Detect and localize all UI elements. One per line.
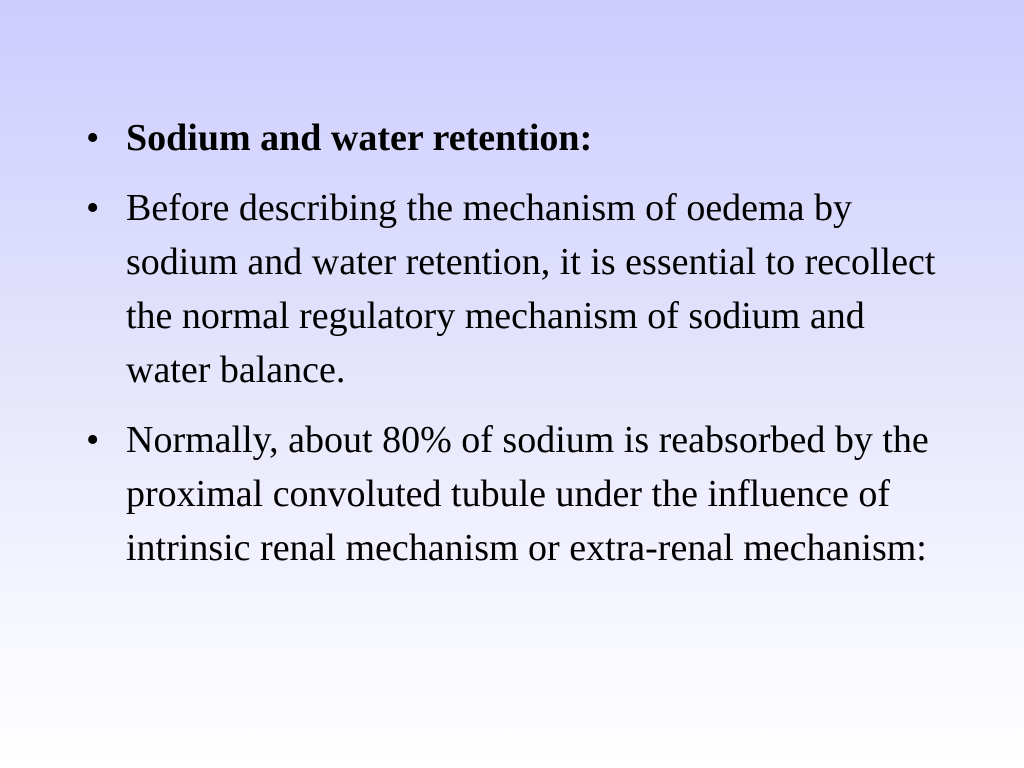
bullet-item-heading [86, 111, 946, 165]
intro-text: Before describing the mechanism of oedema by sodium and water retention, it is essential to recollect the normal regulatory mechanism of sodium and water balance. [126, 187, 936, 391]
heading-text: Sodium and water retention: [126, 117, 593, 159]
bullet-item-reabsorption [86, 413, 946, 575]
bullet-list [86, 111, 946, 591]
bullet-icon: • [86, 117, 100, 159]
reabsorption-text: Normally, about 80% of sodium is reabsorbed by the proximal convoluted tubule under the influence of intrinsic renal mechanism or extra-renal mechanism: [126, 419, 929, 569]
bullet-icon: • [86, 187, 100, 229]
bullet-item-intro [86, 181, 946, 397]
bullet-icon: • [86, 419, 100, 461]
